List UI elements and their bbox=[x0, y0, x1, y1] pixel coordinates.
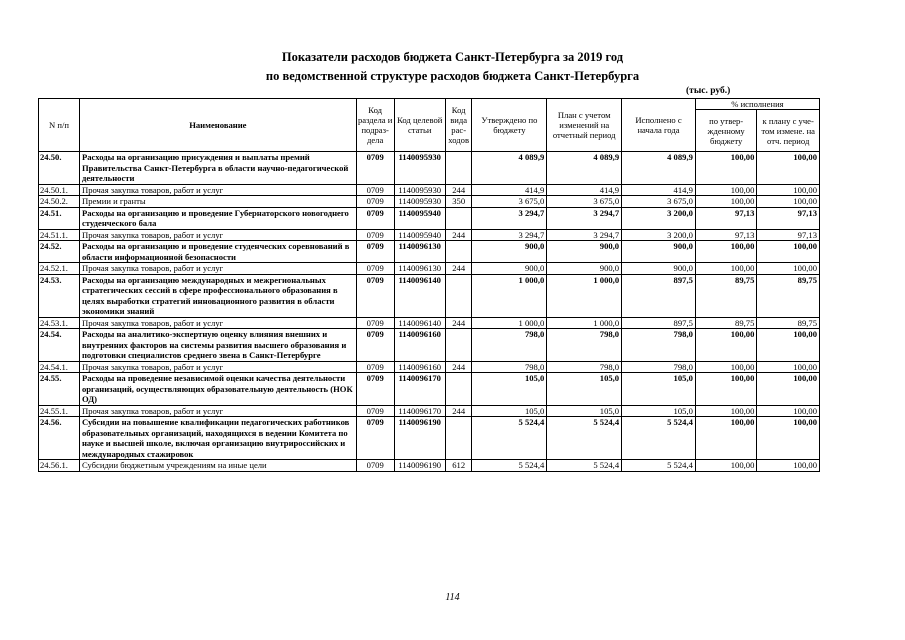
table-row bbox=[39, 241, 820, 263]
row-target-code: 1140095940 bbox=[394, 229, 445, 241]
row-executed: 798,0 bbox=[622, 361, 696, 373]
row-number: 24.50. bbox=[39, 152, 80, 185]
table-row bbox=[39, 274, 820, 317]
row-approved: 105,0 bbox=[472, 373, 547, 406]
row-section-code: 0709 bbox=[356, 274, 394, 317]
row-name: Прочая закупка товаров, работ и услуг bbox=[79, 229, 356, 241]
row-type-code: 244 bbox=[445, 317, 472, 329]
row-name: Прочая закупка товаров, работ и услуг bbox=[79, 317, 356, 329]
row-type-code bbox=[445, 152, 472, 185]
row-number: 24.56.1. bbox=[39, 460, 80, 472]
row-target-code: 1140096140 bbox=[394, 317, 445, 329]
row-pct-plan: 100,00 bbox=[757, 405, 820, 417]
row-section-code: 0709 bbox=[356, 229, 394, 241]
row-target-code: 1140096160 bbox=[394, 329, 445, 362]
row-approved: 900,0 bbox=[472, 263, 547, 275]
row-executed: 897,5 bbox=[622, 317, 696, 329]
row-plan: 3 675,0 bbox=[547, 196, 622, 208]
row-pct-plan: 100,00 bbox=[757, 152, 820, 185]
row-pct-plan: 100,00 bbox=[757, 329, 820, 362]
row-type-code: 244 bbox=[445, 229, 472, 241]
row-pct-plan: 100,00 bbox=[757, 460, 820, 472]
row-type-code: 244 bbox=[445, 361, 472, 373]
table-row bbox=[39, 417, 820, 460]
row-number: 24.50.1. bbox=[39, 184, 80, 196]
row-pct-approved: 100,00 bbox=[695, 241, 756, 263]
row-pct-approved: 100,00 bbox=[695, 329, 756, 362]
row-number: 24.52.1. bbox=[39, 263, 80, 275]
row-plan: 5 524,4 bbox=[547, 460, 622, 472]
row-approved: 105,0 bbox=[472, 405, 547, 417]
row-approved: 900,0 bbox=[472, 241, 547, 263]
row-section-code: 0709 bbox=[356, 152, 394, 185]
col-header-target: Код целевой статьи bbox=[394, 99, 445, 152]
row-pct-plan: 100,00 bbox=[757, 361, 820, 373]
row-plan: 3 294,7 bbox=[547, 207, 622, 229]
row-name: Расходы на организацию международных и межрегиональных стратегических сессий в сфере профессионального образования в целях выработки стратегий инновационного развития в области экономики знаний bbox=[79, 274, 356, 317]
row-section-code: 0709 bbox=[356, 417, 394, 460]
row-executed: 414,9 bbox=[622, 184, 696, 196]
row-pct-plan: 100,00 bbox=[757, 196, 820, 208]
row-number: 24.53.1. bbox=[39, 317, 80, 329]
row-number: 24.51. bbox=[39, 207, 80, 229]
row-section-code: 0709 bbox=[356, 196, 394, 208]
row-target-code: 1140096140 bbox=[394, 274, 445, 317]
col-header-name: Наименование bbox=[79, 99, 356, 152]
table-row bbox=[39, 317, 820, 329]
row-target-code: 1140096190 bbox=[394, 460, 445, 472]
row-name: Расходы на организацию и проведение студенческих соревнований в области информационной безопасности bbox=[79, 241, 356, 263]
row-executed: 798,0 bbox=[622, 329, 696, 362]
document-title-line1: Показатели расходов бюджета Санкт-Петербурга за 2019 год bbox=[281, 50, 624, 64]
table-row bbox=[39, 196, 820, 208]
col-header-section: Код раздела и подраз-дела bbox=[356, 99, 394, 152]
row-executed: 3 200,0 bbox=[622, 207, 696, 229]
row-target-code: 1140096130 bbox=[394, 263, 445, 275]
row-number: 24.55. bbox=[39, 373, 80, 406]
table-row bbox=[39, 361, 820, 373]
row-number: 24.56. bbox=[39, 417, 80, 460]
row-executed: 3 675,0 bbox=[622, 196, 696, 208]
row-executed: 900,0 bbox=[622, 263, 696, 275]
row-type-code bbox=[445, 373, 472, 406]
row-name: Прочая закупка товаров, работ и услуг bbox=[79, 361, 356, 373]
row-pct-approved: 100,00 bbox=[695, 361, 756, 373]
row-number: 24.54.1. bbox=[39, 361, 80, 373]
row-approved: 3 675,0 bbox=[472, 196, 547, 208]
row-pct-plan: 97,13 bbox=[757, 207, 820, 229]
row-pct-approved: 100,00 bbox=[695, 373, 756, 406]
row-pct-approved: 97,13 bbox=[695, 229, 756, 241]
row-approved: 4 089,9 bbox=[472, 152, 547, 185]
row-number: 24.52. bbox=[39, 241, 80, 263]
row-pct-plan: 100,00 bbox=[757, 184, 820, 196]
col-header-num: N п/п bbox=[39, 99, 80, 152]
row-plan: 105,0 bbox=[547, 405, 622, 417]
row-name: Прочая закупка товаров, работ и услуг bbox=[79, 405, 356, 417]
row-type-code: 244 bbox=[445, 263, 472, 275]
row-pct-approved: 100,00 bbox=[695, 184, 756, 196]
row-plan: 414,9 bbox=[547, 184, 622, 196]
col-header-executed: Исполнено с начала года bbox=[622, 99, 696, 152]
row-section-code: 0709 bbox=[356, 207, 394, 229]
row-name: Расходы на организацию присуждения и выплаты премий Правительства Санкт-Петербурга в области научно-педагогической деятельности bbox=[79, 152, 356, 185]
row-plan: 3 294,7 bbox=[547, 229, 622, 241]
page-number: 114 bbox=[445, 592, 460, 603]
row-target-code: 1140096130 bbox=[394, 241, 445, 263]
row-name: Субсидии на повышение квалификации педагогических работников образовательных организаций, находящихся в ведении Комитета по науке и высшей школе, включая организацию внутрироссийских и международных стажировок bbox=[79, 417, 356, 460]
row-pct-approved: 100,00 bbox=[695, 417, 756, 460]
row-section-code: 0709 bbox=[356, 184, 394, 196]
row-target-code: 1140095930 bbox=[394, 152, 445, 185]
row-pct-plan: 97,13 bbox=[757, 229, 820, 241]
row-approved: 1 000,0 bbox=[472, 274, 547, 317]
row-approved: 5 524,4 bbox=[472, 417, 547, 460]
table-row bbox=[39, 329, 820, 362]
row-section-code: 0709 bbox=[356, 405, 394, 417]
row-name: Расходы на проведение независимой оценки качества деятельности организаций, осуществляющих образовательную деятельность (НОК ОД) bbox=[79, 373, 356, 406]
row-section-code: 0709 bbox=[356, 263, 394, 275]
row-pct-approved: 100,00 bbox=[695, 152, 756, 185]
row-target-code: 1140095930 bbox=[394, 196, 445, 208]
row-pct-approved: 97,13 bbox=[695, 207, 756, 229]
row-section-code: 0709 bbox=[356, 373, 394, 406]
row-target-code: 1140096190 bbox=[394, 417, 445, 460]
row-pct-approved: 100,00 bbox=[695, 263, 756, 275]
table-row bbox=[39, 460, 820, 472]
table-row bbox=[39, 184, 820, 196]
row-number: 24.54. bbox=[39, 329, 80, 362]
row-pct-plan: 100,00 bbox=[757, 263, 820, 275]
row-target-code: 1140096170 bbox=[394, 405, 445, 417]
table-row bbox=[39, 152, 820, 185]
row-plan: 105,0 bbox=[547, 373, 622, 406]
row-approved: 3 294,7 bbox=[472, 207, 547, 229]
row-plan: 900,0 bbox=[547, 241, 622, 263]
row-name: Расходы на аналитико-экспертную оценку влияния внешних и внутренних факторов на системы развития высшего образования и подготовки специалистов среднего звена в Санкт-Петербурге bbox=[79, 329, 356, 362]
row-section-code: 0709 bbox=[356, 361, 394, 373]
row-approved: 414,9 bbox=[472, 184, 547, 196]
row-target-code: 1140096170 bbox=[394, 373, 445, 406]
row-executed: 105,0 bbox=[622, 373, 696, 406]
row-type-code bbox=[445, 207, 472, 229]
row-section-code: 0709 bbox=[356, 317, 394, 329]
row-pct-approved: 100,00 bbox=[695, 196, 756, 208]
unit-label: (тыс. руб.) bbox=[686, 86, 731, 96]
row-pct-plan: 100,00 bbox=[757, 241, 820, 263]
row-target-code: 1140095930 bbox=[394, 184, 445, 196]
row-type-code: 244 bbox=[445, 405, 472, 417]
row-plan: 5 524,4 bbox=[547, 417, 622, 460]
row-type-code bbox=[445, 241, 472, 263]
col-header-pct-approved: по утвер-жденному бюджету bbox=[695, 110, 756, 152]
row-approved: 3 294,7 bbox=[472, 229, 547, 241]
row-target-code: 1140096160 bbox=[394, 361, 445, 373]
table-row bbox=[39, 207, 820, 229]
row-name: Расходы на организацию и проведение Губернаторского новогоднего студенческого бала bbox=[79, 207, 356, 229]
row-approved: 798,0 bbox=[472, 329, 547, 362]
row-plan: 900,0 bbox=[547, 263, 622, 275]
col-header-plan: План с учетом изменений на отчетный период bbox=[547, 99, 622, 152]
expenditure-table bbox=[38, 98, 820, 472]
row-name: Прочая закупка товаров, работ и услуг bbox=[79, 263, 356, 275]
row-plan: 1 000,0 bbox=[547, 317, 622, 329]
row-plan: 798,0 bbox=[547, 329, 622, 362]
row-number: 24.55.1. bbox=[39, 405, 80, 417]
row-name: Премии и гранты bbox=[79, 196, 356, 208]
row-pct-plan: 100,00 bbox=[757, 373, 820, 406]
row-approved: 1 000,0 bbox=[472, 317, 547, 329]
col-header-type: Код вида рас-ходов bbox=[445, 99, 472, 152]
col-header-approved: Утверждено по бюджету bbox=[472, 99, 547, 152]
row-pct-approved: 89,75 bbox=[695, 317, 756, 329]
row-name: Субсидии бюджетным учреждениям на иные цели bbox=[79, 460, 356, 472]
row-executed: 4 089,9 bbox=[622, 152, 696, 185]
row-name: Прочая закупка товаров, работ и услуг bbox=[79, 184, 356, 196]
row-approved: 798,0 bbox=[472, 361, 547, 373]
row-number: 24.53. bbox=[39, 274, 80, 317]
table-row bbox=[39, 373, 820, 406]
row-type-code bbox=[445, 274, 472, 317]
row-section-code: 0709 bbox=[356, 329, 394, 362]
row-approved: 5 524,4 bbox=[472, 460, 547, 472]
table-row bbox=[39, 263, 820, 275]
row-pct-approved: 89,75 bbox=[695, 274, 756, 317]
row-plan: 4 089,9 bbox=[547, 152, 622, 185]
table-row bbox=[39, 229, 820, 241]
row-type-code bbox=[445, 417, 472, 460]
row-executed: 105,0 bbox=[622, 405, 696, 417]
row-pct-approved: 100,00 bbox=[695, 405, 756, 417]
row-type-code: 350 bbox=[445, 196, 472, 208]
col-header-pct-plan: к плану с уче-том измене. на отч. период bbox=[757, 110, 820, 152]
row-section-code: 0709 bbox=[356, 460, 394, 472]
table-body bbox=[39, 152, 820, 472]
row-type-code: 244 bbox=[445, 184, 472, 196]
row-pct-plan: 89,75 bbox=[757, 317, 820, 329]
document-title-line2: по ведомственной структуре расходов бюджета Санкт-Петербурга bbox=[265, 69, 640, 83]
row-pct-plan: 100,00 bbox=[757, 417, 820, 460]
row-executed: 900,0 bbox=[622, 241, 696, 263]
row-type-code bbox=[445, 329, 472, 362]
row-plan: 1 000,0 bbox=[547, 274, 622, 317]
row-executed: 5 524,4 bbox=[622, 417, 696, 460]
col-header-percent-group: % исполнения bbox=[695, 99, 819, 110]
table-row bbox=[39, 405, 820, 417]
row-executed: 897,5 bbox=[622, 274, 696, 317]
row-type-code: 612 bbox=[445, 460, 472, 472]
row-section-code: 0709 bbox=[356, 241, 394, 263]
row-pct-approved: 100,00 bbox=[695, 460, 756, 472]
row-number: 24.50.2. bbox=[39, 196, 80, 208]
row-number: 24.51.1. bbox=[39, 229, 80, 241]
row-executed: 3 200,0 bbox=[622, 229, 696, 241]
row-executed: 5 524,4 bbox=[622, 460, 696, 472]
row-target-code: 1140095940 bbox=[394, 207, 445, 229]
row-pct-plan: 89,75 bbox=[757, 274, 820, 317]
row-plan: 798,0 bbox=[547, 361, 622, 373]
